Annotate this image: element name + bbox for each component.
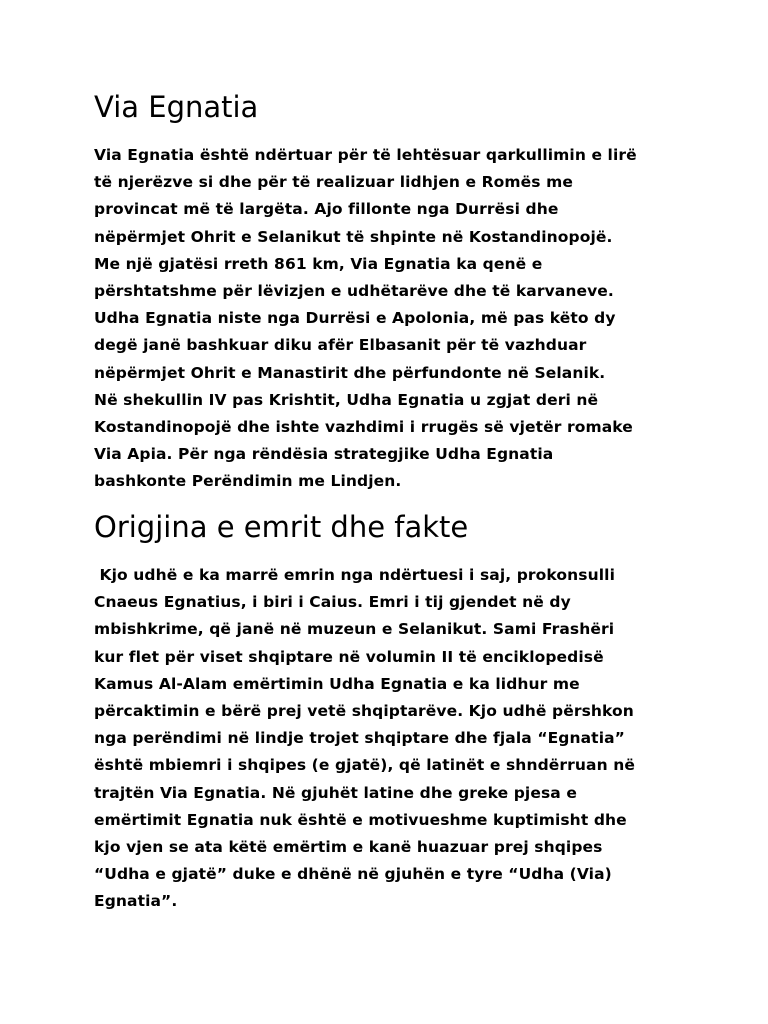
section-heading-via-egnatia: Via Egnatia	[94, 90, 259, 124]
text-line: kur flet për viset shqiptare në volumin II të enciklopedisë	[94, 647, 604, 666]
text-line: Egnatia”.	[94, 892, 178, 911]
text-line: Kamus Al-Alam emërtimin Udha Egnatia e ka lidhur me	[94, 674, 580, 693]
text-line: nëpërmjet Ohrit e Selanikut të shpinte në Kostandinopojë.	[94, 227, 613, 246]
text-line: Via Egnatia është ndërtuar për të lehtësuar qarkullimin e lirë	[94, 146, 637, 164]
text-line: Cnaeus Egnatius, i biri i Caius. Emri i tij gjendet në dy	[94, 593, 571, 612]
text-line: provincat më të largëta. Ajo fillonte nga Durrësi dhe	[94, 200, 559, 219]
text-line: mbishkrime, që janë në muzeun e Selanikut. Sami Frashëri	[94, 620, 615, 639]
paragraph-origjina	[94, 562, 635, 916]
text-line: trajtën Via Egnatia. Në gjuhët latine dhe greke pjesa e	[94, 783, 577, 802]
text-line: Via Apia. Për nga rëndësia strategjike Udha Egnatia	[94, 445, 554, 464]
text-line: Kjo udhë e ka marrë emrin nga ndërtuesi i saj, prokonsulli	[94, 566, 615, 584]
text-line: “Udha e gjatë” duke e dhënë në gjuhën e tyre “Udha (Via)	[94, 865, 612, 884]
paragraph-via-egnatia	[94, 142, 637, 496]
text-line: Udha Egnatia niste nga Durrësi e Apolonia, më pas këto dy	[94, 309, 616, 328]
text-line: është mbiemri i shqipes (e gjatë), që latinët e shndërruan në	[94, 756, 635, 775]
section-heading-origjina: Origjina e emrit dhe fakte	[94, 510, 469, 544]
text-line: Me një gjatësi rreth 861 km, Via Egnatia ka qenë e	[94, 254, 543, 273]
text-line: kjo vjen se ata këtë emërtim e kanë huazuar prej shqipes	[94, 838, 603, 857]
text-line: përcaktimin e bërë prej vetë shqiptarëve. Kjo udhë përshkon	[94, 702, 634, 721]
text-line: bashkonte Perëndimin me Lindjen.	[94, 472, 402, 491]
text-line: nëpërmjet Ohrit e Manastirit dhe përfundonte në Selanik.	[94, 363, 606, 382]
text-line: degë janë bashkuar diku afër Elbasanit për të vazhduar	[94, 336, 587, 355]
text-line: nga perëndimi në lindje trojet shqiptare dhe fjala “Egnatia”	[94, 729, 625, 748]
text-line: Në shekullin IV pas Krishtit, Udha Egnatia u zgjat deri në	[94, 390, 599, 409]
text-line: të njerëzve si dhe për të realizuar lidhjen e Romës me	[94, 173, 573, 192]
text-line: përshtatshme për lëvizjen e udhëtarëve dhe të karvaneve.	[94, 282, 614, 301]
text-line: emërtimit Egnatia nuk është e motivueshme kuptimisht dhe	[94, 810, 627, 829]
text-line: Kostandinopojë dhe ishte vazhdimi i rrugës së vjetër romake	[94, 418, 633, 437]
